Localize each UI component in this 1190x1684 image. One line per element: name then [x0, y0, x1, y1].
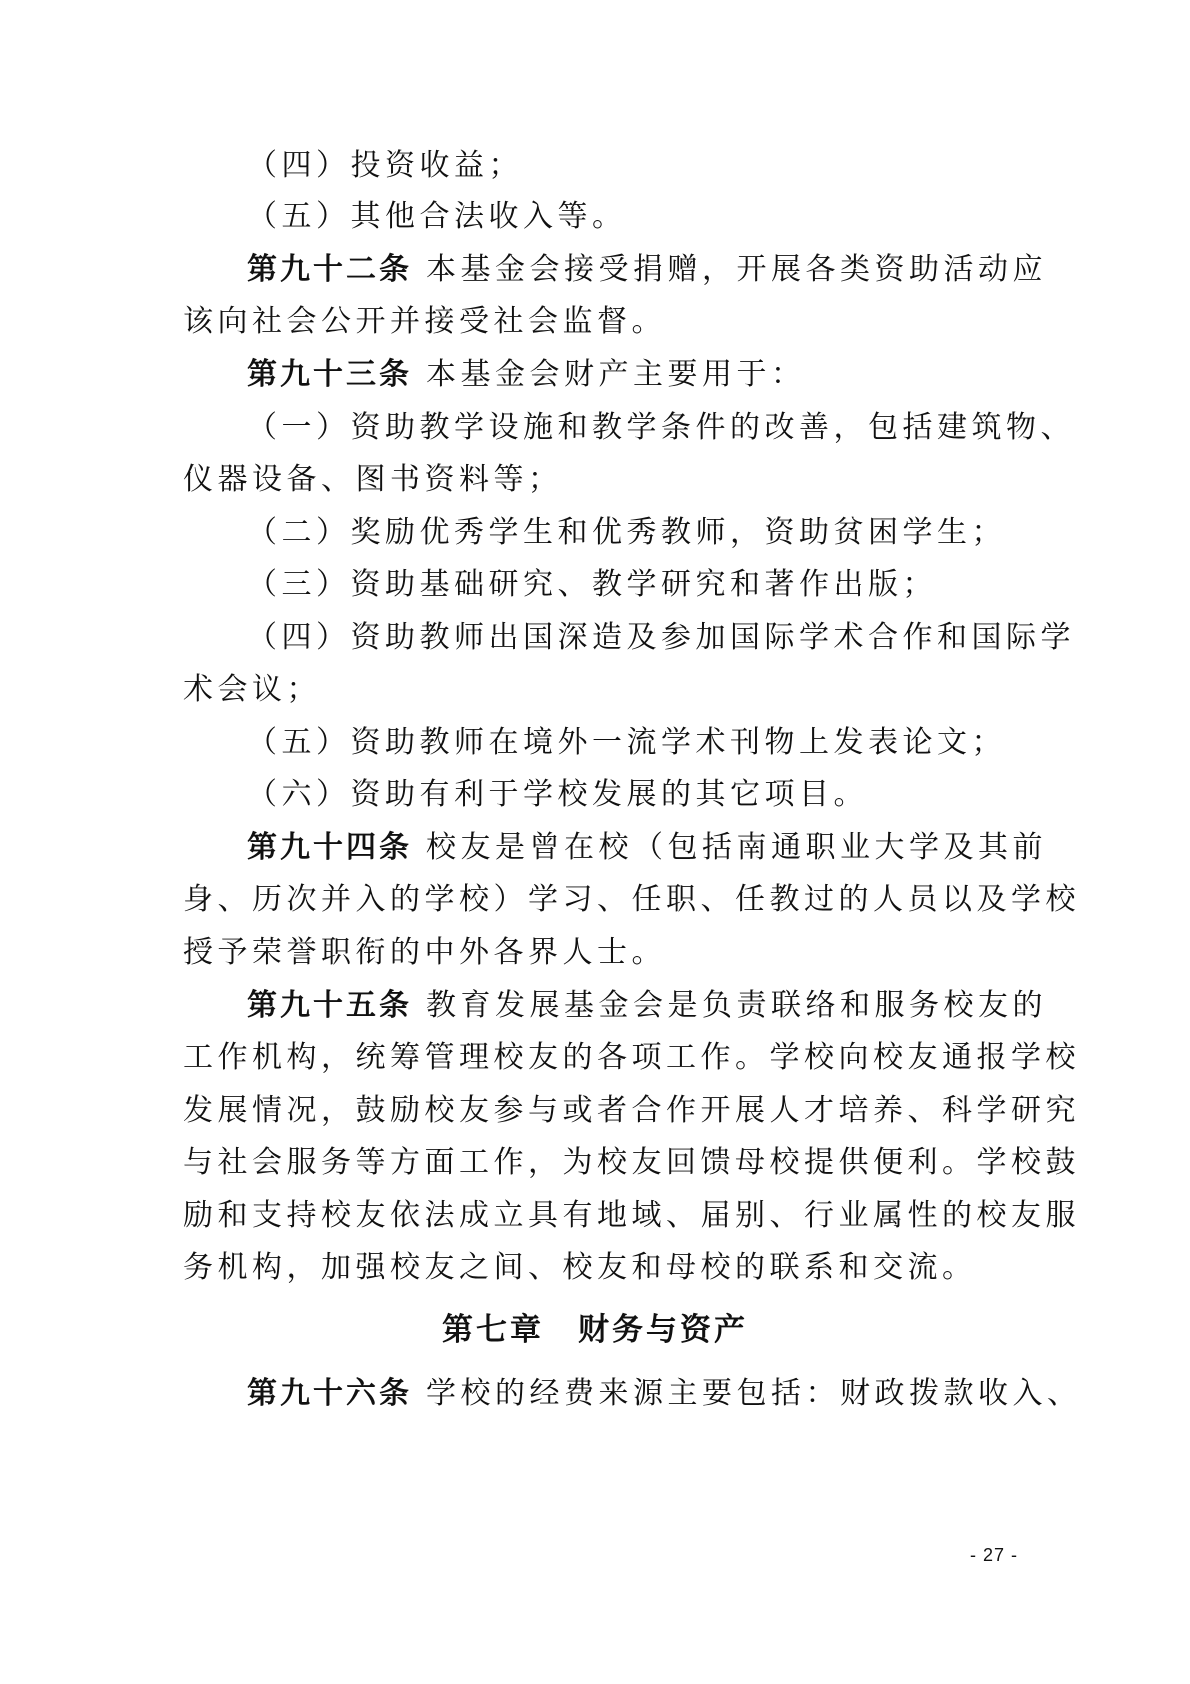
- chapter-number: 第七章: [442, 1312, 544, 1348]
- item-line-use-3: （三）资助基础研究、教学研究和著作出版；: [247, 567, 937, 602]
- item-line-use-5: （五）资助教师在境外一流学术刊物上发表论文；: [247, 725, 1006, 760]
- article-95-line-3: 发展情况，鼓励校友参与或者合作开展人才培养、科学研究: [183, 1093, 1080, 1128]
- article-95-line-4: 与社会服务等方面工作，为校友回馈母校提供便利。学校鼓: [183, 1145, 1080, 1180]
- article-95-line-2: 工作机构，统筹管理校友的各项工作。学校向校友通报学校: [183, 1040, 1080, 1075]
- item-line-use-4: （四）资助教师出国深造及参加国际学术合作和国际学: [247, 620, 1075, 655]
- page-number: - 27 -: [970, 1545, 1019, 1565]
- item-line-income-5: （五）其他合法收入等。: [247, 199, 627, 234]
- article-heading: 第九十二条: [247, 252, 412, 287]
- article-heading: 第九十三条: [247, 357, 412, 392]
- article-94-line-1: 第九十四条 校友是曾在校（包括南通职业大学及其前: [247, 830, 1047, 865]
- article-heading: 第九十六条: [247, 1376, 412, 1411]
- article-95-line-1: 第九十五条 教育发展基金会是负责联络和服务校友的: [247, 988, 1047, 1023]
- item-line-use-4-cont: 术会议；: [183, 672, 321, 707]
- article-94-line-3: 授予荣誉职衔的中外各界人士。: [183, 935, 666, 970]
- item-line-use-2: （二）奖励优秀学生和优秀教师，资助贫困学生；: [247, 515, 1006, 550]
- item-line-use-6: （六）资助有利于学校发展的其它项目。: [247, 777, 868, 812]
- article-96-line-1: 第九十六条 学校的经费来源主要包括：财政拨款收入、: [247, 1376, 1082, 1411]
- chapter-title: 财务与资产: [578, 1312, 748, 1348]
- article-95-line-6: 务机构，加强校友之间、校友和母校的联系和交流。: [183, 1250, 977, 1285]
- article-93-line-1: 第九十三条 本基金会财产主要用于：: [247, 357, 806, 392]
- article-92-line-1: 第九十二条 本基金会接受捐赠，开展各类资助活动应: [247, 252, 1047, 287]
- chapter-heading: [0, 1310, 1190, 1350]
- article-heading: 第九十四条: [247, 830, 412, 865]
- article-94-line-2: 身、历次并入的学校）学习、任职、任教过的人员以及学校: [183, 882, 1080, 917]
- item-line-use-1: （一）资助教学设施和教学条件的改善，包括建筑物、: [247, 410, 1075, 445]
- item-line-use-1-cont: 仪器设备、图书资料等；: [183, 462, 563, 497]
- article-92-line-2: 该向社会公开并接受社会监督。: [183, 304, 666, 339]
- item-line-income-4: （四）投资收益；: [247, 148, 523, 183]
- article-95-line-5: 励和支持校友依法成立具有地域、届别、行业属性的校友服: [183, 1198, 1080, 1233]
- article-heading: 第九十五条: [247, 988, 412, 1023]
